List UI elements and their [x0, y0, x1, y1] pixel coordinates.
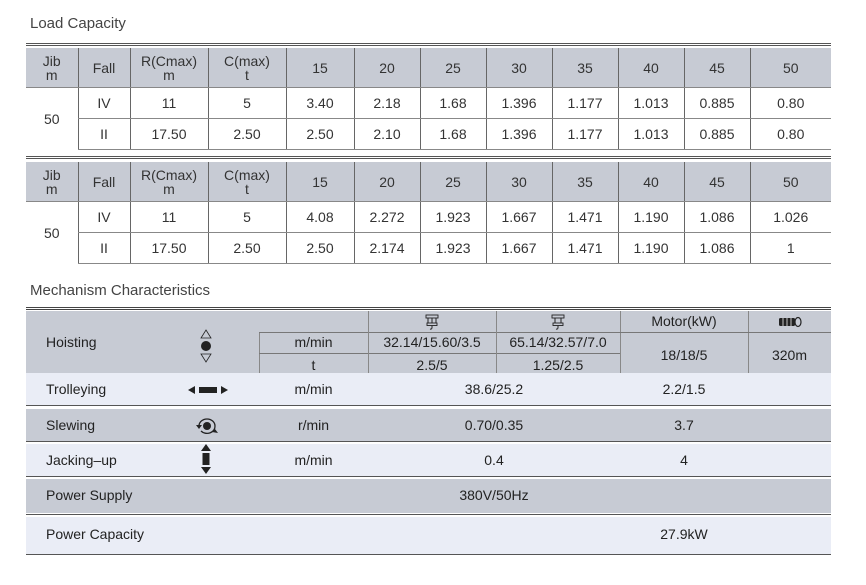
trolleying-label: Trolleying [46, 381, 107, 397]
header-jib: Jib m [26, 162, 78, 202]
header-dist: 20 [354, 48, 420, 88]
header-dist: 15 [286, 162, 354, 202]
table-top-rule [26, 156, 831, 159]
jib-value: 50 [43, 224, 60, 241]
trolleying-motor: 2.2/1.5 [662, 381, 706, 397]
load-table-1 [26, 48, 831, 150]
r-value: 17.50 [130, 119, 208, 150]
hoisting-label: Hoisting [46, 334, 97, 350]
r-value: 11 [130, 88, 208, 119]
motor-header: Motor(kW) [651, 313, 717, 329]
c-value: 5 [208, 202, 286, 233]
hook-two-fall-icon [496, 312, 620, 331]
divider [26, 476, 831, 477]
mechanism-table [26, 307, 831, 557]
load-value: 0.885 [684, 88, 750, 119]
load-value: 1.923 [420, 202, 486, 233]
c-value: 2.50 [208, 233, 286, 264]
jacking-arrows-icon [200, 443, 212, 475]
header-dist: 15 [286, 48, 354, 88]
header-dist: 45 [684, 162, 750, 202]
table-header-row [26, 162, 831, 202]
header-r: R(Cmax) m [130, 162, 208, 202]
fall-value: II [78, 233, 130, 264]
hoisting-motor: 18/18/5 [660, 347, 708, 363]
slewing-motor: 3.7 [674, 417, 694, 433]
load-value: 1.013 [618, 119, 684, 150]
load-value: 0.80 [750, 119, 831, 150]
hoisting-load-1: 2.5/5 [416, 357, 448, 373]
header-dist: 25 [420, 48, 486, 88]
header-dist: 50 [750, 48, 831, 88]
load-value: 1.471 [552, 202, 618, 233]
divider [26, 514, 831, 515]
r-value: 11 [130, 202, 208, 233]
load-capacity-title: Load Capacity [30, 15, 126, 32]
header-dist: 35 [552, 48, 618, 88]
jib-value: 50 [43, 110, 60, 127]
load-value: 1 [750, 233, 831, 264]
power-capacity-value: 27.9kW [660, 526, 708, 542]
load-value: 1.177 [552, 88, 618, 119]
power-supply-value: 380V/50Hz [459, 487, 529, 503]
jacking-motor: 4 [680, 452, 688, 468]
slewing-value: 0.70/0.35 [464, 417, 524, 433]
load-value: 2.50 [286, 233, 354, 264]
load-value: 1.026 [750, 202, 831, 233]
table-row [26, 119, 831, 150]
header-dist: 35 [552, 162, 618, 202]
header-dist: 30 [486, 48, 552, 88]
mechanism-title: Mechanism Characteristics [30, 282, 211, 299]
header-c: C(max) t [208, 162, 286, 202]
load-value: 1.396 [486, 119, 552, 150]
table-top-rule [26, 43, 831, 46]
rope-drum-icon [748, 312, 831, 331]
load-value: 1.396 [486, 88, 552, 119]
load-table-2 [26, 162, 831, 264]
hoisting-load-2: 1.25/2.5 [532, 357, 584, 373]
hook-four-fall-icon [368, 312, 496, 331]
load-value: 1.471 [552, 233, 618, 264]
load-value: 2.18 [354, 88, 420, 119]
load-value: 1.086 [684, 202, 750, 233]
table-header-row [26, 48, 831, 88]
c-value: 5 [208, 88, 286, 119]
table-row [26, 233, 831, 264]
power-supply-label: Power Supply [46, 487, 133, 503]
load-value: 2.10 [354, 119, 420, 150]
header-dist: 30 [486, 162, 552, 202]
jacking-value: 0.4 [484, 452, 504, 468]
load-value: 1.68 [420, 119, 486, 150]
header-jib: Jib m [26, 48, 78, 88]
load-value: 2.50 [286, 119, 354, 150]
fall-value: II [78, 119, 130, 150]
header-dist: 25 [420, 162, 486, 202]
divider [26, 405, 831, 406]
load-value: 1.177 [552, 119, 618, 150]
load-value: 1.086 [684, 233, 750, 264]
trolley-arrows-icon [186, 381, 230, 399]
load-value: 1.013 [618, 88, 684, 119]
mechanism-top-rule [26, 307, 831, 308]
slewing-label: Slewing [46, 417, 96, 433]
jacking-label: Jacking–up [46, 452, 117, 468]
table-row [26, 202, 831, 233]
power-capacity-label: Power Capacity [46, 526, 145, 542]
hoisting-speed-2: 65.14/32.57/7.0 [509, 334, 607, 350]
load-value: 4.08 [286, 202, 354, 233]
load-value: 1.667 [486, 233, 552, 264]
load-value: 0.885 [684, 119, 750, 150]
hoisting-rope-length: 320m [771, 347, 808, 363]
table-row [26, 88, 831, 119]
load-value: 1.923 [420, 233, 486, 264]
r-value: 17.50 [130, 233, 208, 264]
header-dist: 50 [750, 162, 831, 202]
load-value: 2.174 [354, 233, 420, 264]
divider [26, 554, 831, 555]
load-value: 0.80 [750, 88, 831, 119]
header-fall: Fall [78, 48, 130, 88]
header-dist: 20 [354, 162, 420, 202]
load-value: 3.40 [286, 88, 354, 119]
trolleying-unit: m/min [294, 381, 333, 397]
load-value: 1.190 [618, 202, 684, 233]
header-fall: Fall [78, 162, 130, 202]
load-value: 1.68 [420, 88, 486, 119]
header-dist: 40 [618, 48, 684, 88]
load-value: 1.190 [618, 233, 684, 264]
header-r: R(Cmax) m [130, 48, 208, 88]
hoisting-speed-1: 32.14/15.60/3.5 [383, 334, 481, 350]
load-value: 2.272 [354, 202, 420, 233]
slewing-rotation-icon [194, 415, 220, 437]
c-value: 2.50 [208, 119, 286, 150]
slewing-unit: r/min [297, 417, 330, 433]
header-dist: 40 [618, 162, 684, 202]
load-value: 1.667 [486, 202, 552, 233]
header-dist: 45 [684, 48, 750, 88]
divider [26, 441, 831, 442]
trolleying-value: 38.6/25.2 [464, 381, 524, 397]
fall-value: IV [78, 88, 130, 119]
mechanism-top-rule [26, 309, 831, 310]
fall-value: IV [78, 202, 130, 233]
hoisting-unit-speed: m/min [294, 334, 333, 350]
hoist-up-down-icon [196, 329, 216, 363]
jacking-unit: m/min [294, 452, 333, 468]
header-c: C(max) t [208, 48, 286, 88]
hoisting-unit-load: t [311, 357, 316, 373]
